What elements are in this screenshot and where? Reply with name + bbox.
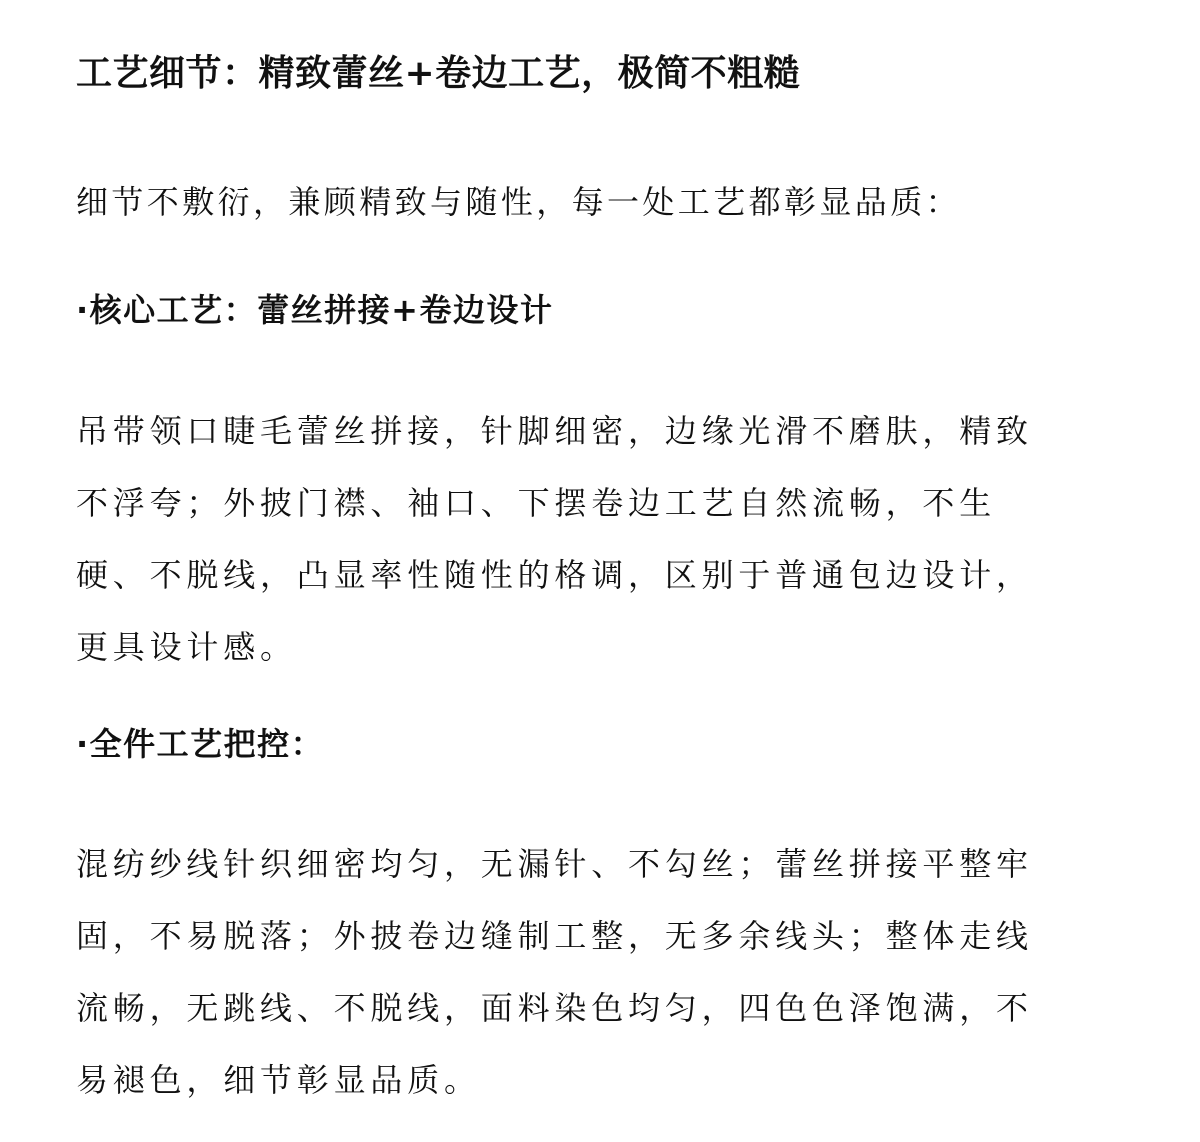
paragraph-line: 混纺纱线针织细密均匀，无漏针、不勾丝；蕾丝拼接平整牢	[76, 845, 1033, 883]
paragraph-line: 硬、不脱线，凸显率性随性的格调，区别于普通包边设计，	[76, 556, 1033, 594]
paragraph-line: 不浮夸；外披门襟、袖口、下摆卷边工艺自然流畅，不生	[76, 484, 997, 522]
paragraph-line: 更具设计感。	[76, 628, 297, 666]
section-heading-core-craft: ·核心工艺：蕾丝拼接+卷边设计	[76, 291, 554, 329]
paragraph-line: 易褪色，细节彰显品质。	[76, 1061, 481, 1099]
paragraph-line: 吊带领口睫毛蕾丝拼接，针脚细密，边缘光滑不磨肤，精致	[76, 412, 1033, 450]
section-paragraph-core-craft	[76, 395, 1138, 683]
section-heading-quality-control: ·全件工艺把控：	[76, 725, 325, 763]
section-paragraph-quality-control	[76, 828, 1138, 1116]
intro-paragraph: 细节不敷衍，兼顾精致与随性，每一处工艺都彰显品质：	[76, 183, 962, 221]
page-title: 工艺细节：精致蕾丝+卷边工艺，极简不粗糙	[76, 53, 801, 94]
paragraph-line: 流畅，无跳线、不脱线，面料染色均匀，四色色泽饱满，不	[76, 989, 1033, 1027]
paragraph-line: 固，不易脱落；外披卷边缝制工整，无多余线头；整体走线	[76, 917, 1033, 955]
